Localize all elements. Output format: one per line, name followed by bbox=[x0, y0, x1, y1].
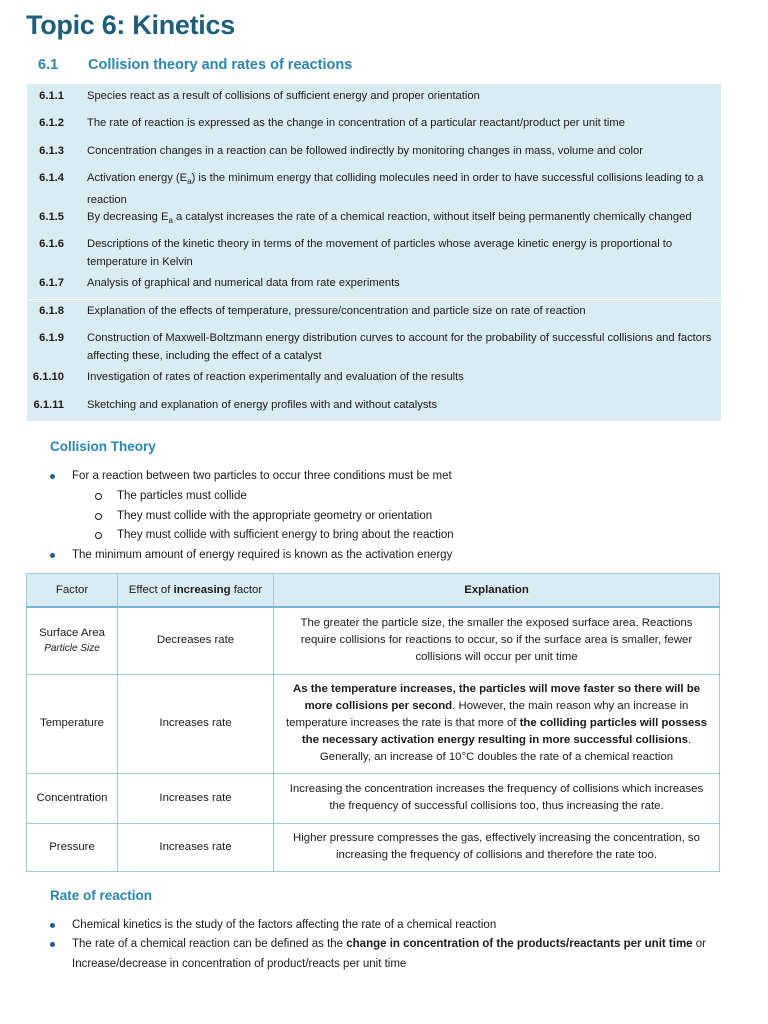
explanation-cell: Higher pressure compresses the gas, effectively increasing the concentration, so increasing the frequency of collisions and therefore the rate too. bbox=[274, 823, 720, 871]
bullet-dot-icon bbox=[50, 553, 55, 558]
bullet-dot-icon bbox=[50, 474, 55, 479]
effect-cell: Increases rate bbox=[118, 674, 274, 773]
bullet-dot-icon bbox=[50, 923, 55, 928]
effect-cell: Decreases rate bbox=[118, 607, 274, 674]
header-explanation: Explanation bbox=[274, 574, 720, 608]
factor-cell: Surface Area Particle Size bbox=[27, 607, 118, 674]
list-item bbox=[0, 915, 768, 935]
bullet-text: The minimum amount of energy required is known as the activation energy bbox=[72, 549, 453, 561]
list-item bbox=[0, 466, 768, 486]
objective-text: Species react as a result of collisions of sufficient energy and proper orientation bbox=[87, 90, 480, 102]
effect-cell: Increases rate bbox=[118, 823, 274, 871]
objective-code: 6.1.5 bbox=[39, 211, 64, 223]
objective-code: 6.1.11 bbox=[33, 399, 64, 411]
header-factor: Factor bbox=[27, 574, 118, 608]
section-subtitle bbox=[38, 57, 352, 73]
bullet-dot-icon bbox=[50, 942, 55, 947]
effect-cell: Increases rate bbox=[118, 773, 274, 823]
list-item-continuation bbox=[0, 954, 768, 974]
objective-text: Concentration changes in a reaction can be followed indirectly by monitoring changes in mass, volume and color bbox=[87, 145, 643, 157]
list-item bbox=[0, 506, 768, 526]
factor-cell: Concentration bbox=[27, 773, 118, 823]
objective-code: 6.1.4 bbox=[39, 172, 64, 184]
bullet-text: For a reaction between two particles to occur three conditions must be met bbox=[72, 470, 452, 482]
bullet-circle-icon bbox=[95, 513, 102, 520]
objective-code: 6.1.1 bbox=[39, 90, 64, 102]
explanation-cell: Increasing the concentration increases the frequency of collisions which increases the frequency of successful collisions too, thus increasing the rate. bbox=[274, 773, 720, 823]
bullet-circle-icon bbox=[95, 532, 102, 539]
list-item bbox=[0, 525, 768, 545]
header-effect: Effect of increasing factor bbox=[118, 574, 274, 608]
objectives-divider bbox=[27, 299, 721, 300]
section-subtitle-text: Collision theory and rates of reactions bbox=[88, 57, 353, 73]
objectives-panel bbox=[27, 84, 721, 421]
objective-text: Explanation of the effects of temperature, pressure/concentration and particle size on rate of reaction bbox=[87, 305, 586, 317]
objective-text: The rate of reaction is expressed as the change in concentration of a particular reactant/product per unit time bbox=[87, 117, 625, 129]
bullet-circle-icon bbox=[95, 493, 102, 500]
section-number: 6.1 bbox=[38, 57, 59, 73]
objective-code: 6.1.10 bbox=[32, 371, 64, 383]
factor-cell: Pressure bbox=[27, 823, 118, 871]
explanation-cell: As the temperature increases, the particles will move faster so there will be more collisions per second. However, the main reason why an increase in temperature increases the rate is that more of the colliding particles will possess the necessary activation energy resulting in more successful collisions. Generally, an increase of 10°C doubles the rate of a chemical reaction bbox=[274, 674, 720, 773]
sub-bullet-text: The particles must collide bbox=[117, 490, 247, 502]
factor-subtitle: Particle Size bbox=[44, 643, 100, 655]
list-item bbox=[0, 934, 768, 954]
list-item bbox=[0, 486, 768, 506]
objective-code: 6.1.9 bbox=[39, 332, 64, 344]
objective-text: Descriptions of the kinetic theory in terms of the movement of particles whose average kinetic energy is proportional to temperature in Kelvin bbox=[87, 238, 673, 268]
sub-bullet-text: They must collide with the appropriate geometry or orientation bbox=[117, 510, 433, 522]
rate-of-reaction-heading: Rate of reaction bbox=[50, 888, 153, 903]
objective-code: 6.1.8 bbox=[39, 305, 64, 317]
table-header-row bbox=[27, 574, 720, 608]
bullet-text: Increase/decrease in concentration of product/reacts per unit time bbox=[72, 958, 407, 970]
list-item bbox=[0, 545, 768, 565]
objective-text: Activation energy $(E_a)$ is the minimum energy that colliding molecules need in order to have successful collisions leading to a reaction bbox=[87, 172, 704, 207]
objective-text: Investigation of rates of reaction experimentally and evaluation of the results bbox=[87, 371, 464, 383]
objective-text: Sketching and explanation of energy profiles with and without catalysts bbox=[87, 399, 438, 411]
objective-code: 6.1.6 bbox=[39, 238, 64, 250]
objective-text: By decreasing $E_a$ a catalyst increases the rate of a chemical reaction, without itself being permanently chemically changed bbox=[87, 211, 692, 226]
objective-text: Construction of Maxwell-Boltzmann energy distribution curves to account for the probability of successful collisions and factors affecting these, including the effect of a catalyst bbox=[87, 332, 712, 362]
collision-theory-heading: Collision Theory bbox=[50, 439, 156, 454]
table-row bbox=[27, 674, 720, 773]
table-row bbox=[27, 773, 720, 823]
sub-bullet-text: They must collide with sufficient energy to bring about the reaction bbox=[117, 529, 454, 541]
table-row bbox=[27, 607, 720, 674]
objective-code: 6.1.3 bbox=[39, 145, 64, 157]
table-row bbox=[27, 823, 720, 871]
explanation-cell: The greater the particle size, the smaller the exposed surface area. Reactions require collisions for reactions to occur, so if the surface area is smaller, fewer collisions will occur per unit time bbox=[274, 607, 720, 674]
objective-text: Analysis of graphical and numerical data from rate experiments bbox=[87, 277, 400, 289]
objective-code: 6.1.2 bbox=[39, 117, 64, 129]
bullet-text: Chemical kinetics is the study of the factors affecting the rate of a chemical reaction bbox=[72, 919, 497, 931]
bullet-text: The rate of a chemical reaction can be defined as the change in concentration of the products/reactants per unit time or bbox=[72, 938, 706, 950]
page-title: Topic 6: Kinetics bbox=[26, 10, 235, 40]
factor-table bbox=[26, 573, 720, 872]
factor-cell: Temperature bbox=[27, 674, 118, 773]
objective-code: 6.1.7 bbox=[39, 277, 64, 289]
